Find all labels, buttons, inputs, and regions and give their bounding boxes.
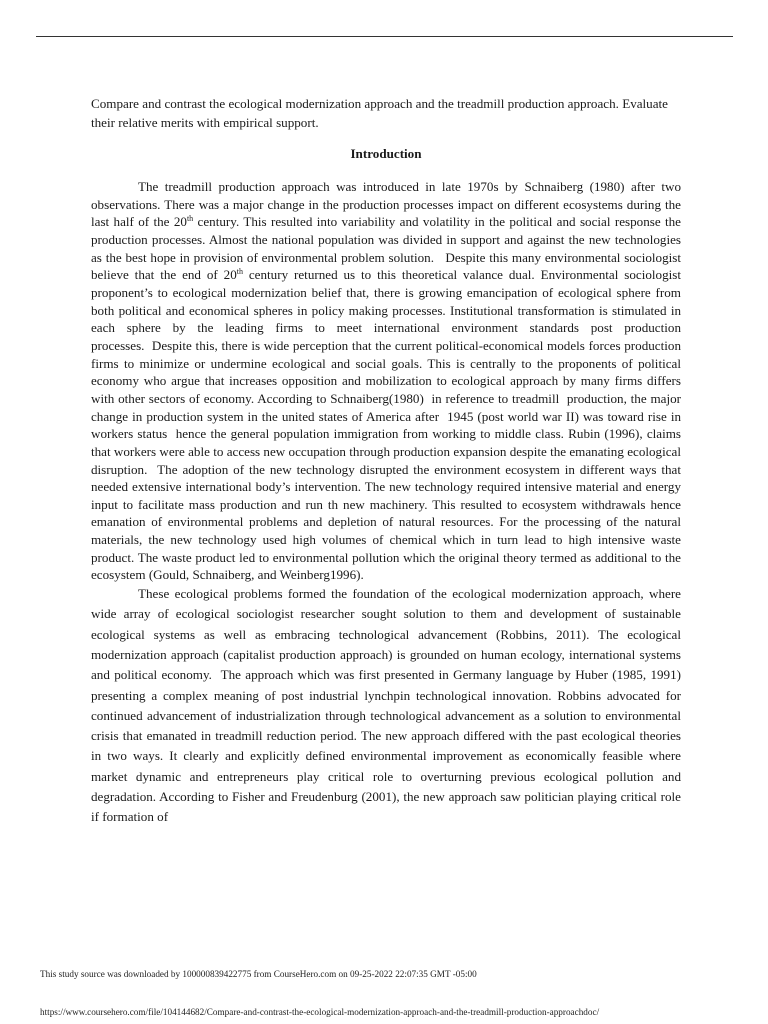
- document-body: [91, 94, 681, 828]
- download-notice: This study source was downloaded by 100000839422775 from CourseHero.com on 09-25-2022 22:07:35 GMT -05:00: [40, 969, 477, 979]
- top-rule: [36, 36, 733, 37]
- section-heading: Introduction: [350, 146, 422, 161]
- paragraph-2: These ecological problems formed the foundation of the ecological modernization approach, where wide array of ecological sociologist researcher sought solution to them and development of sustainable ecological systems as well as embracing technological advancement (Robbins, 2011). The ecological modernization approach (capitalist production approach) is grounded on human ecology, international systems and political economy. The approach which was first presented in Germany language by Huber (1985, 1991) presenting a complex meaning of post industrial lynchpin technological innovation. Robbins advocated for continued advancement of industrialization through technological advancement as a solution to environmental crisis that emanated in treadmill reduction period. The new approach differed with the past ecological theories in two ways. It clearly and explicitly defined environmental improvement as economically feasible where market dynamic and entrepreneurs play critical role to overturning previous ecological pollution and degradation. According to Fisher and Freudenburg (2001), the new approach saw politician playing critical role if formation of: [91, 586, 681, 825]
- paragraph-1-text-b: century. This resulted into variability and volatility in the political and social response the production processes. Almost the national population was divided in support and against the new technologies as the best hope in provision of environmental problem solution. Despite this many environmental sociologist believe that the end of 20: [91, 214, 681, 283]
- paragraph-1-text-c: century returned us to this theoretical valance dual. Environmental sociologist proponent’s to ecological modernization belief that, there is growing emancipation of ecological sphere from both political and economical spheres in policy making processes. Institutional transformation is stimulated in each sphere by the leading firms to meet international environment standards post production processes. Despite this, there is wide perception that the current political-economical models forces production firms to minimize or undermine ecological and social goals. This is centrally to the proponents of political economy who argue that increases opposition and mobilization to ecological approach by many firms differs with other sectors of economy. According to Schnaiberg(1980) in reference to treadmill production, the major change in production system in the united states of America after 1945 (post world war II) was toward rise in workers status hence the general population immigration from working to middle class. Rubin (1996), claims that workers were able to access new occupation through production expansion despite the emanating ecological disruption. The adoption of the new technology disrupted the environment ecosystem in different ways that needed extensive international body’s intervention. The new technology required intensive material and energy input to facilitate mass production and run th new machinery. This resulted to ecosystem withdrawals hence emanation of environmental problems and depletion of natural resources. For the processing of the natural materials, the new technology used high volumes of chemical which in turn lead to high intensive waste product. The waste product led to environmental pollution which the original theory termed as additional to the ecosystem (Gould, Schnaiberg, and Weinberg1996).: [91, 267, 682, 583]
- essay-question: Compare and contrast the ecological modernization approach and the treadmill production approach. Evaluate their relative merits with empirical support.: [91, 96, 668, 130]
- paragraph-1: [91, 178, 681, 584]
- source-url[interactable]: https://www.coursehero.com/file/104144682/Compare-and-contrast-the-ecological-modernization-approach-and-the-treadmill-production-approachdoc/: [40, 1007, 600, 1017]
- superscript-th-2: th: [236, 267, 243, 277]
- superscript-th-1: th: [186, 214, 194, 224]
- paragraph-1-text-a: The treadmill production approach was introduced in late 1970s by Schnaiberg (1980) after two observations. There was a major change in the production processes impact on different ecosystems during the last half of the 20: [91, 179, 681, 230]
